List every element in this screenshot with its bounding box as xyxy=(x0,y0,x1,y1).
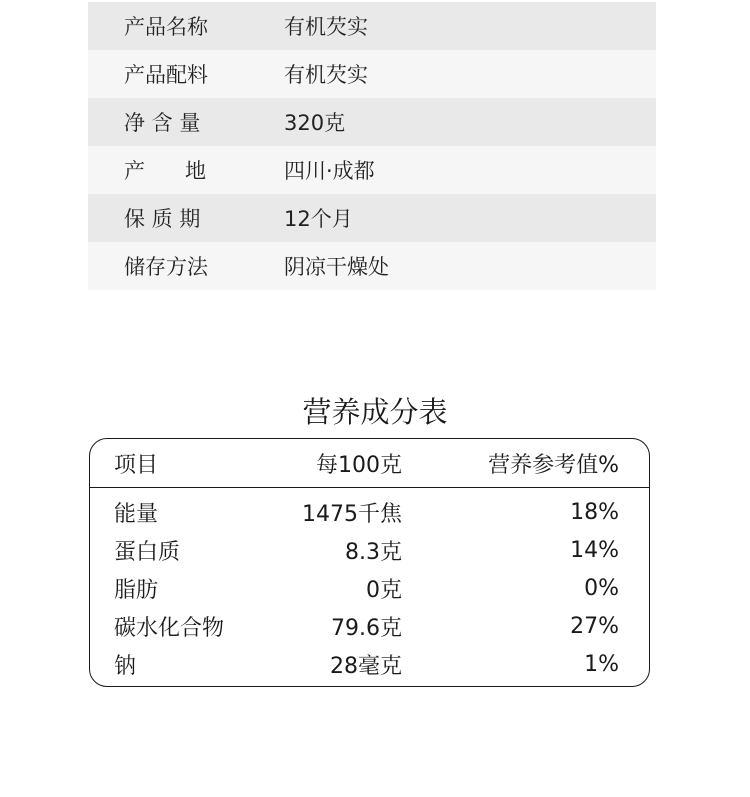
nutrient-nrv: 14% xyxy=(570,537,619,563)
nutrient-name: 碳水化合物 xyxy=(114,615,225,641)
info-row-origin xyxy=(88,146,656,194)
nutrient-amount: 8.3克 xyxy=(345,539,402,565)
table-row xyxy=(90,531,649,569)
table-row xyxy=(90,607,649,645)
info-value: 12个月 xyxy=(284,207,353,231)
info-label: 净 含 量 xyxy=(124,111,201,135)
info-label: 产品名称 xyxy=(124,15,208,39)
info-row-ingredients xyxy=(88,50,656,98)
table-row xyxy=(90,493,649,531)
product-info-table xyxy=(88,2,656,290)
info-row-storage xyxy=(88,242,656,290)
nutrient-nrv: 1% xyxy=(584,651,619,677)
table-row xyxy=(90,569,649,607)
info-label: 产品配料 xyxy=(124,63,208,87)
info-label: 储存方法 xyxy=(124,255,208,279)
nutrition-title: 营养成分表 xyxy=(302,395,448,429)
nutrient-name: 能量 xyxy=(114,501,159,527)
info-value: 有机芡实 xyxy=(284,15,368,39)
nutrition-body xyxy=(90,488,649,683)
nutrition-table xyxy=(89,438,650,687)
info-value: 阴凉干燥处 xyxy=(284,255,389,279)
nutrient-nrv: 0% xyxy=(584,575,619,601)
info-label: 保 质 期 xyxy=(124,207,201,231)
nutrient-nrv: 18% xyxy=(570,499,619,525)
nutrient-amount: 1475千焦 xyxy=(302,501,402,527)
nutrient-name: 蛋白质 xyxy=(114,539,181,565)
header-item: 项目 xyxy=(114,452,159,478)
info-value: 四川·成都 xyxy=(284,159,375,183)
nutrient-name: 脂肪 xyxy=(114,577,159,603)
nutrient-amount: 28毫克 xyxy=(330,653,402,679)
info-row-name xyxy=(88,2,656,50)
info-row-shelf-life xyxy=(88,194,656,242)
info-row-net-weight xyxy=(88,98,656,146)
info-value: 320克 xyxy=(284,111,346,135)
nutrient-amount: 0克 xyxy=(366,577,402,603)
nutrient-name: 钠 xyxy=(114,653,137,679)
info-value: 有机芡实 xyxy=(284,63,368,87)
header-per-100g: 每100克 xyxy=(316,452,402,478)
nutrient-nrv: 27% xyxy=(570,613,619,639)
header-nrv: 营养参考值% xyxy=(488,452,619,478)
table-row xyxy=(90,645,649,683)
nutrition-header-row xyxy=(90,439,649,488)
info-label: 产 地 xyxy=(124,159,207,183)
nutrient-amount: 79.6克 xyxy=(331,615,402,641)
